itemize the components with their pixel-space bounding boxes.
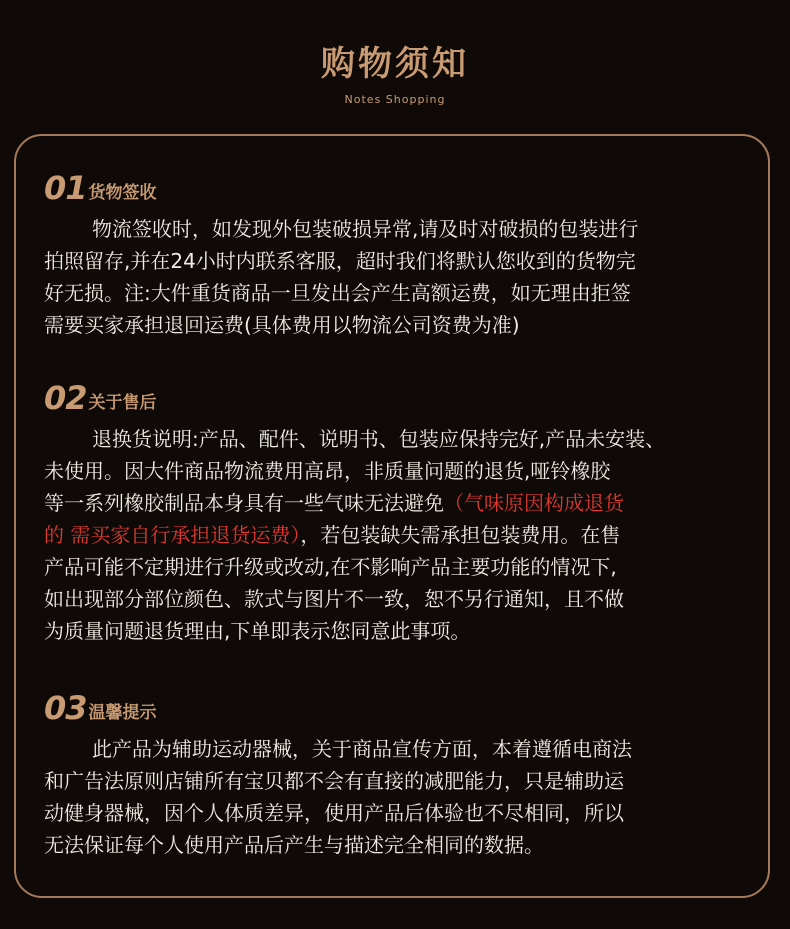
body-line: 无法保证每个人使用产品后产生与描述完全相同的数据。 [44,833,544,857]
body-line: 未使用。因大件商品物流费用高昂，非质量问题的退货,哑铃橡胶 [44,459,611,483]
section-heading [44,374,750,417]
body-line: 好无损。注:大件重货商品一旦发出会产生高额运费，如无理由拒签 [44,281,631,305]
section-goods-receipt [44,164,750,341]
section-number: 01 [44,169,87,207]
section-heading [44,684,750,727]
body-text: ，若包装缺失需承担包装费用。在售 [300,523,621,547]
body-line: 物流签收时，如发现外包装破损异常,请及时对破损的包装进行 [92,217,639,241]
body-line: 拍照留存,并在24小时内联系客服，超时我们将默认您收到的货物完 [44,249,636,273]
section-after-sales [44,374,750,647]
body-line [44,519,750,551]
body-line [44,487,750,519]
section-body [44,213,750,341]
body-text: 等一系列橡胶制品本身具有一些气味无法避免 [44,491,444,515]
body-line: 此产品为辅助运动器械，关于商品宣传方面，本着遵循电商法 [92,737,632,761]
body-line: 动健身器械，因个人体质差异，使用产品后体验也不尽相同，所以 [44,801,624,825]
page-subtitle: Notes Shopping [344,93,446,106]
body-line: 为质量问题退货理由,下单即表示您同意此事项。 [44,619,471,643]
body-line: 如出现部分部位颜色、款式与图片不一致，恕不另行通知，且不做 [44,587,624,611]
section-number: 02 [44,379,87,417]
section-title: 温馨提示 [88,703,157,723]
section-body [44,733,750,861]
body-line: 退换货说明:产品、配件、说明书、包装应保持完好,产品未安装、 [92,427,666,451]
section-body [44,423,750,647]
section-title: 关于售后 [88,393,157,413]
section-heading [44,164,750,207]
highlight-text: 的 需买家自行承担退货运费） [44,523,301,547]
page-title: 购物须知 [321,44,469,84]
section-title: 货物签收 [88,183,157,203]
section-friendly-tips [44,684,750,861]
highlight-text: （气味原因构成退货 [444,491,624,515]
body-line: 产品可能不定期进行升级或改动,在不影响产品主要功能的情况下, [44,555,617,579]
body-line: 和广告法原则店铺所有宝贝都不会有直接的减肥能力，只是辅助运 [44,769,624,793]
body-line: 需要买家承担退回运费(具体费用以物流公司资费为准) [44,313,520,337]
section-number: 03 [44,689,87,727]
